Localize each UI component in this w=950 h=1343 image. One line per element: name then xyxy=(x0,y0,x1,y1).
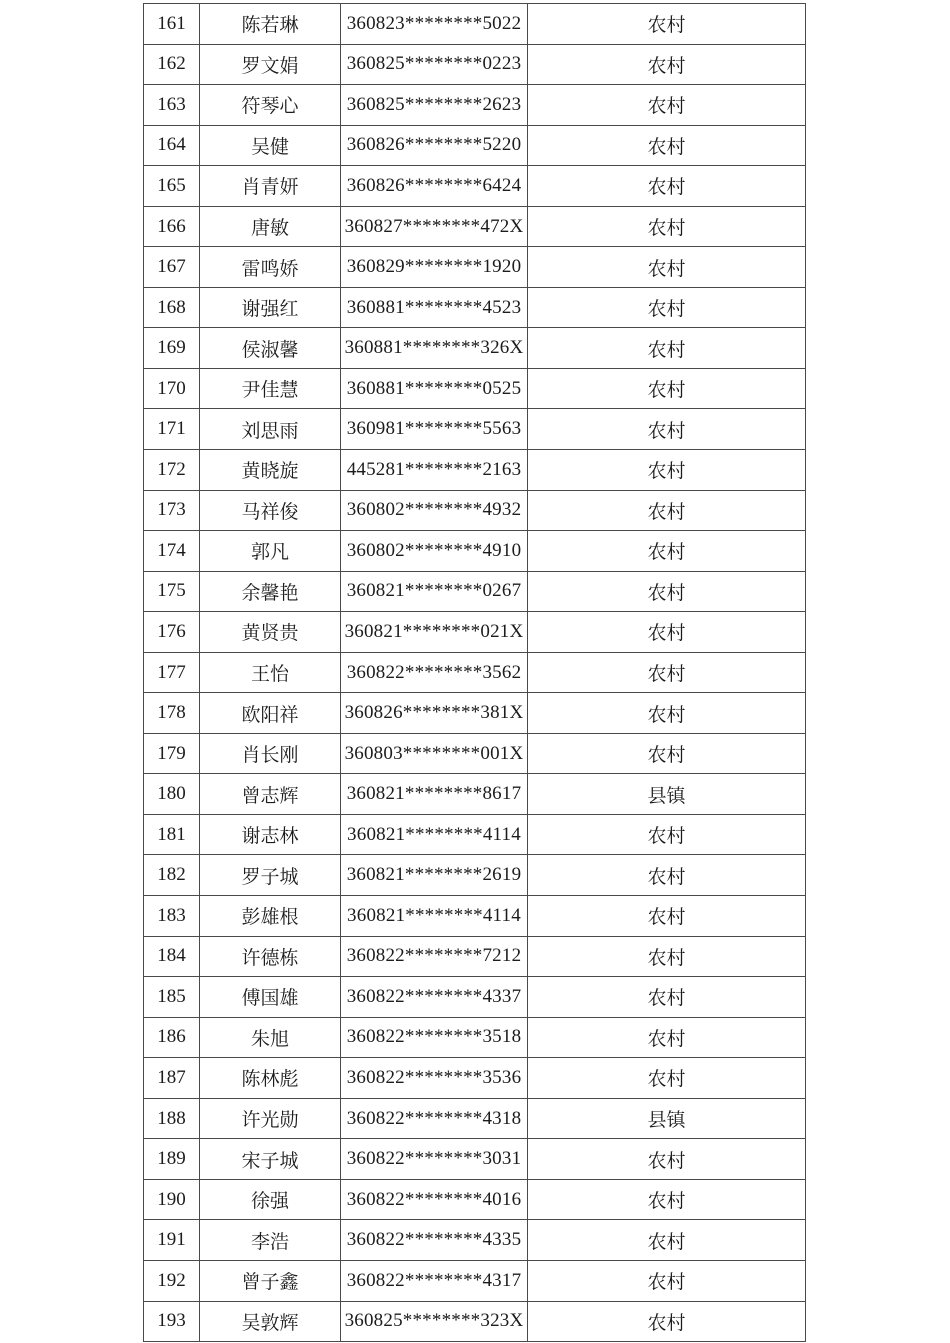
cell-person-name: 谢志林 xyxy=(200,814,341,855)
cell-masked-id: 360821********4114 xyxy=(341,814,528,855)
cell-row-number: 164 xyxy=(144,125,200,166)
cell-person-name: 侯淑馨 xyxy=(200,328,341,369)
table-row xyxy=(144,1017,806,1058)
cell-masked-id: 360881********0525 xyxy=(341,368,528,409)
cell-residence-type: 农村 xyxy=(528,896,806,937)
cell-masked-id: 360981********5563 xyxy=(341,409,528,450)
cell-masked-id: 445281********2163 xyxy=(341,450,528,491)
cell-masked-id: 360826********6424 xyxy=(341,166,528,207)
cell-residence-type: 农村 xyxy=(528,328,806,369)
cell-masked-id: 360826********5220 xyxy=(341,125,528,166)
table-row xyxy=(144,1058,806,1099)
cell-person-name: 黄贤贵 xyxy=(200,612,341,653)
table-row xyxy=(144,571,806,612)
table-row xyxy=(144,1179,806,1220)
table-row xyxy=(144,44,806,85)
cell-person-name: 王怡 xyxy=(200,652,341,693)
cell-row-number: 185 xyxy=(144,977,200,1018)
cell-row-number: 178 xyxy=(144,693,200,734)
cell-row-number: 172 xyxy=(144,450,200,491)
cell-masked-id: 360881********4523 xyxy=(341,287,528,328)
cell-person-name: 符琴心 xyxy=(200,85,341,126)
cell-row-number: 170 xyxy=(144,368,200,409)
cell-masked-id: 360822********3562 xyxy=(341,652,528,693)
cell-masked-id: 360821********0267 xyxy=(341,571,528,612)
cell-masked-id: 360822********4317 xyxy=(341,1260,528,1301)
cell-row-number: 167 xyxy=(144,247,200,288)
table-row xyxy=(144,409,806,450)
table-row xyxy=(144,1098,806,1139)
cell-person-name: 吴敦辉 xyxy=(200,1301,341,1342)
table-row xyxy=(144,368,806,409)
table-row xyxy=(144,855,806,896)
table-row xyxy=(144,652,806,693)
cell-masked-id: 360822********4337 xyxy=(341,977,528,1018)
cell-row-number: 189 xyxy=(144,1139,200,1180)
cell-row-number: 188 xyxy=(144,1098,200,1139)
cell-masked-id: 360825********323X xyxy=(341,1301,528,1342)
cell-masked-id: 360822********4016 xyxy=(341,1179,528,1220)
cell-row-number: 173 xyxy=(144,490,200,531)
cell-row-number: 169 xyxy=(144,328,200,369)
cell-masked-id: 360829********1920 xyxy=(341,247,528,288)
cell-residence-type: 农村 xyxy=(528,1179,806,1220)
cell-row-number: 162 xyxy=(144,44,200,85)
table-row xyxy=(144,896,806,937)
table-row xyxy=(144,1260,806,1301)
cell-row-number: 176 xyxy=(144,612,200,653)
table-row xyxy=(144,733,806,774)
cell-residence-type: 农村 xyxy=(528,490,806,531)
cell-person-name: 朱旭 xyxy=(200,1017,341,1058)
cell-masked-id: 360802********4932 xyxy=(341,490,528,531)
cell-person-name: 唐敏 xyxy=(200,206,341,247)
cell-person-name: 曾子鑫 xyxy=(200,1260,341,1301)
cell-row-number: 187 xyxy=(144,1058,200,1099)
table-body xyxy=(144,4,806,1342)
cell-residence-type: 农村 xyxy=(528,206,806,247)
cell-person-name: 余馨艳 xyxy=(200,571,341,612)
cell-row-number: 191 xyxy=(144,1220,200,1261)
cell-masked-id: 360825********2623 xyxy=(341,85,528,126)
cell-residence-type: 农村 xyxy=(528,166,806,207)
table-row xyxy=(144,774,806,815)
cell-person-name: 欧阳祥 xyxy=(200,693,341,734)
cell-person-name: 谢强红 xyxy=(200,287,341,328)
table-row xyxy=(144,1139,806,1180)
cell-residence-type: 农村 xyxy=(528,4,806,45)
table-row xyxy=(144,125,806,166)
cell-person-name: 罗子城 xyxy=(200,855,341,896)
cell-person-name: 肖长刚 xyxy=(200,733,341,774)
cell-residence-type: 农村 xyxy=(528,125,806,166)
cell-person-name: 傅国雄 xyxy=(200,977,341,1018)
cell-person-name: 彭雄根 xyxy=(200,896,341,937)
cell-row-number: 193 xyxy=(144,1301,200,1342)
cell-person-name: 许德栋 xyxy=(200,936,341,977)
cell-residence-type: 农村 xyxy=(528,1301,806,1342)
cell-row-number: 171 xyxy=(144,409,200,450)
cell-masked-id: 360822********4318 xyxy=(341,1098,528,1139)
cell-person-name: 罗文娟 xyxy=(200,44,341,85)
table-row xyxy=(144,4,806,45)
table-row xyxy=(144,206,806,247)
cell-residence-type: 农村 xyxy=(528,1220,806,1261)
cell-row-number: 186 xyxy=(144,1017,200,1058)
cell-row-number: 168 xyxy=(144,287,200,328)
table-row xyxy=(144,450,806,491)
cell-person-name: 马祥俊 xyxy=(200,490,341,531)
cell-row-number: 190 xyxy=(144,1179,200,1220)
table-row xyxy=(144,531,806,572)
cell-person-name: 吴健 xyxy=(200,125,341,166)
cell-residence-type: 农村 xyxy=(528,652,806,693)
cell-person-name: 雷鸣娇 xyxy=(200,247,341,288)
cell-row-number: 184 xyxy=(144,936,200,977)
cell-person-name: 许光勋 xyxy=(200,1098,341,1139)
cell-residence-type: 农村 xyxy=(528,1260,806,1301)
cell-row-number: 166 xyxy=(144,206,200,247)
table-row xyxy=(144,693,806,734)
cell-residence-type: 农村 xyxy=(528,1017,806,1058)
cell-row-number: 165 xyxy=(144,166,200,207)
cell-residence-type: 农村 xyxy=(528,247,806,288)
cell-residence-type: 农村 xyxy=(528,855,806,896)
table-row xyxy=(144,612,806,653)
cell-residence-type: 县镇 xyxy=(528,1098,806,1139)
cell-masked-id: 360822********3518 xyxy=(341,1017,528,1058)
cell-masked-id: 360822********7212 xyxy=(341,936,528,977)
table-row xyxy=(144,977,806,1018)
cell-residence-type: 农村 xyxy=(528,1058,806,1099)
cell-residence-type: 农村 xyxy=(528,571,806,612)
cell-masked-id: 360827********472X xyxy=(341,206,528,247)
cell-person-name: 尹佳慧 xyxy=(200,368,341,409)
cell-masked-id: 360821********021X xyxy=(341,612,528,653)
cell-residence-type: 农村 xyxy=(528,409,806,450)
cell-masked-id: 360823********5022 xyxy=(341,4,528,45)
cell-person-name: 刘思雨 xyxy=(200,409,341,450)
cell-row-number: 181 xyxy=(144,814,200,855)
cell-masked-id: 360881********326X xyxy=(341,328,528,369)
cell-person-name: 肖青妍 xyxy=(200,166,341,207)
cell-residence-type: 农村 xyxy=(528,612,806,653)
cell-residence-type: 农村 xyxy=(528,1139,806,1180)
cell-person-name: 陈林彪 xyxy=(200,1058,341,1099)
cell-residence-type: 农村 xyxy=(528,44,806,85)
cell-masked-id: 360826********381X xyxy=(341,693,528,734)
table-row xyxy=(144,287,806,328)
cell-person-name: 郭凡 xyxy=(200,531,341,572)
cell-row-number: 192 xyxy=(144,1260,200,1301)
cell-residence-type: 县镇 xyxy=(528,774,806,815)
cell-residence-type: 农村 xyxy=(528,693,806,734)
cell-residence-type: 农村 xyxy=(528,368,806,409)
cell-residence-type: 农村 xyxy=(528,936,806,977)
cell-masked-id: 360825********0223 xyxy=(341,44,528,85)
cell-residence-type: 农村 xyxy=(528,977,806,1018)
cell-residence-type: 农村 xyxy=(528,733,806,774)
table-row xyxy=(144,166,806,207)
cell-person-name: 李浩 xyxy=(200,1220,341,1261)
cell-residence-type: 农村 xyxy=(528,450,806,491)
cell-row-number: 179 xyxy=(144,733,200,774)
cell-residence-type: 农村 xyxy=(528,287,806,328)
roster-table xyxy=(143,3,806,1342)
table-row xyxy=(144,1220,806,1261)
table-row xyxy=(144,814,806,855)
cell-person-name: 宋子城 xyxy=(200,1139,341,1180)
cell-person-name: 徐强 xyxy=(200,1179,341,1220)
cell-person-name: 黄晓旋 xyxy=(200,450,341,491)
cell-residence-type: 农村 xyxy=(528,531,806,572)
cell-masked-id: 360821********8617 xyxy=(341,774,528,815)
table-row xyxy=(144,247,806,288)
table-row xyxy=(144,1301,806,1342)
cell-row-number: 177 xyxy=(144,652,200,693)
cell-masked-id: 360821********4114 xyxy=(341,896,528,937)
cell-row-number: 175 xyxy=(144,571,200,612)
cell-masked-id: 360802********4910 xyxy=(341,531,528,572)
cell-row-number: 163 xyxy=(144,85,200,126)
table-row xyxy=(144,936,806,977)
table-row xyxy=(144,85,806,126)
cell-masked-id: 360803********001X xyxy=(341,733,528,774)
cell-masked-id: 360821********2619 xyxy=(341,855,528,896)
cell-masked-id: 360822********3031 xyxy=(341,1139,528,1180)
cell-row-number: 161 xyxy=(144,4,200,45)
table-row xyxy=(144,490,806,531)
cell-masked-id: 360822********4335 xyxy=(341,1220,528,1261)
cell-person-name: 曾志辉 xyxy=(200,774,341,815)
cell-residence-type: 农村 xyxy=(528,85,806,126)
cell-row-number: 180 xyxy=(144,774,200,815)
cell-row-number: 182 xyxy=(144,855,200,896)
cell-person-name: 陈若琳 xyxy=(200,4,341,45)
cell-residence-type: 农村 xyxy=(528,814,806,855)
cell-masked-id: 360822********3536 xyxy=(341,1058,528,1099)
table-row xyxy=(144,328,806,369)
cell-row-number: 174 xyxy=(144,531,200,572)
cell-row-number: 183 xyxy=(144,896,200,937)
